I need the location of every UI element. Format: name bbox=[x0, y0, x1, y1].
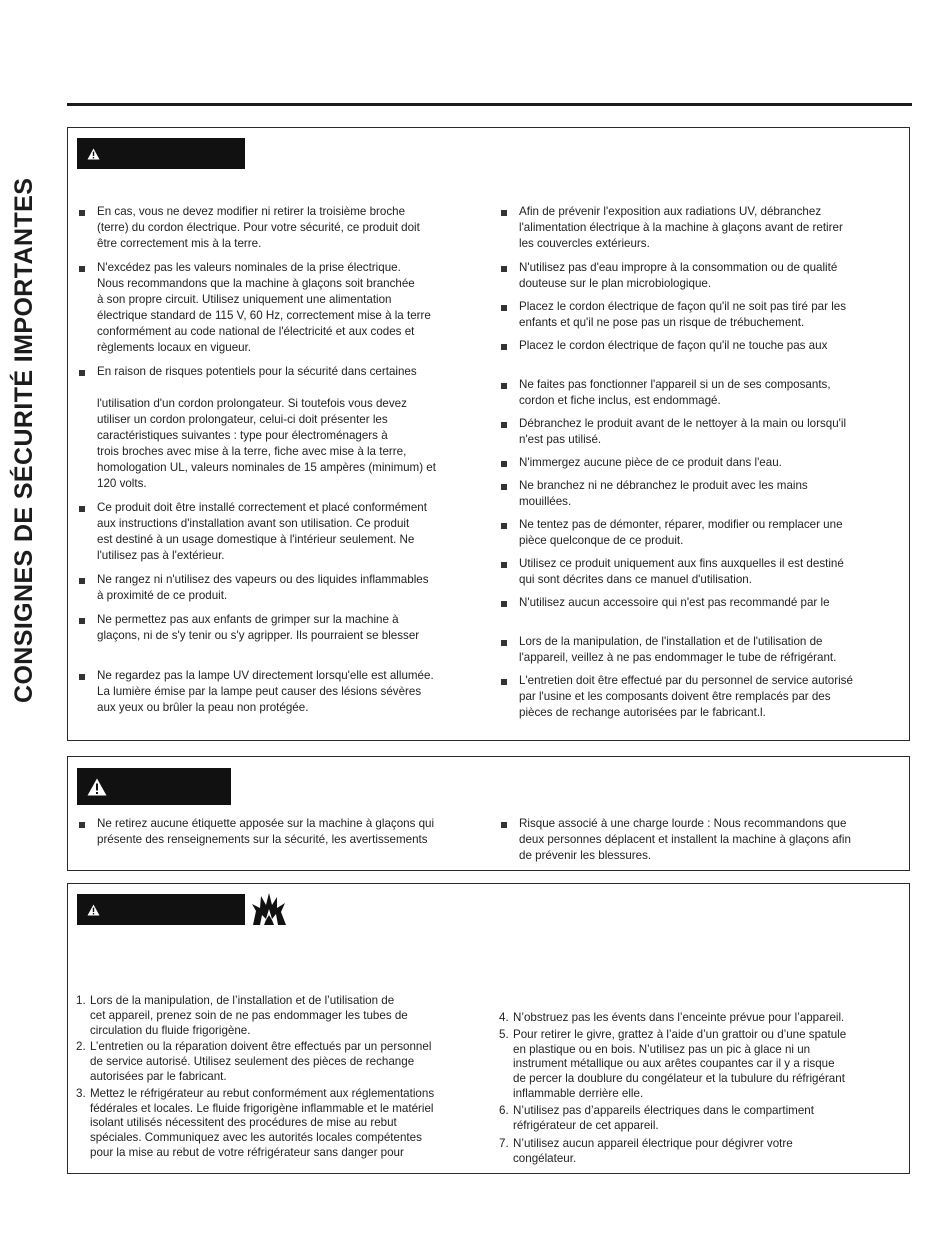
explosion-fire-icon bbox=[251, 892, 287, 926]
list-item: Placez le cordon électrique de façon qu'il ne touche pas aux bbox=[499, 338, 899, 354]
side-title: CONSIGNES DE SÉCURITÉ IMPORTANTES bbox=[10, 177, 38, 703]
numbered-item: 2. L’entretien ou la réparation doivent être effectués par un personnel de service autorisé. Utilisez seulement des pièces de rechange autorisées par le fabricant. bbox=[76, 1040, 432, 1083]
numbered-item: 1. Lors de la manipulation, de l’installation et de l’utilisation de cet appareil, prenez soin de ne pas endommager les tubes de circulation du fluide frigorigène. bbox=[76, 994, 408, 1037]
safety-box-caution bbox=[67, 756, 910, 871]
safety-box-general bbox=[67, 127, 910, 741]
warning-label-bar bbox=[77, 894, 245, 925]
list-item: Ne tentez pas de démonter, réparer, modifier ou remplacer une pièce quelconque de ce produit. bbox=[499, 517, 899, 549]
list-item: Ne permettez pas aux enfants de grimper sur la machine à glaçons, ni de s'y tenir ou s'y agripper. Ils pourraient se blesser bbox=[77, 612, 485, 644]
warning-triangle-icon bbox=[87, 904, 100, 916]
numbered-item: 3. Mettez le réfrigérateur au rebut conformément aux réglementations fédérales et locales. Le fluide frigorigène inflammable et le matériel isolant utilisés nécessitent des procédures de mise au rebut spéciales. Communiquez avec les autorités locales compétentes pour la mise au rebut de votre réfrigérateur sans danger pour bbox=[76, 1086, 435, 1159]
box1-right-column bbox=[499, 204, 899, 721]
list-item: Utilisez ce produit uniquement aux fins auxquelles il est destiné qui sont décrites dans ce manuel d'utilisation. bbox=[499, 556, 899, 588]
list-item: N'immergez aucune pièce de ce produit dans l'eau. bbox=[499, 455, 899, 471]
box3-left-column bbox=[76, 994, 486, 1161]
list-item: Ne regardez pas la lampe UV directement lorsqu'elle est allumée. La lumière émise par la lampe peut causer des lésions sévères aux yeux ou brûler la peau non protégée. bbox=[77, 668, 485, 716]
list-item: Ne faites pas fonctionner l'appareil si un de ses composants, cordon et fiche inclus, est endommagé. bbox=[499, 377, 899, 409]
top-rule bbox=[67, 103, 912, 106]
box1-left-column bbox=[77, 204, 485, 716]
list-item: En raison de risques potentiels pour la sécurité dans certaines l'utilisation d'un cordon prolongateur. Si toutefois vous devez utiliser un cordon prolongateur, celui-ci doit présenter les caractéristiques suivantes : type pour électroménagers à trois broches avec mise à la terre, fiche avec mise à la terre, homologation UL, valeurs nominales de 15 ampères (minimum) et 120 volts. bbox=[77, 364, 485, 492]
box3-right-column bbox=[499, 1011, 899, 1167]
list-item: Afin de prévenir l'exposition aux radiations UV, débranchez l'alimentation électrique à la machine à glaçons avant de retirer les couvercles extérieurs. bbox=[499, 204, 899, 252]
warning-triangle-icon bbox=[87, 778, 107, 796]
box2-left-column bbox=[77, 816, 485, 848]
list-item: L'entretien doit être effectué par du personnel de service autorisé par l'usine et les composants doivent être remplacés par des pièces de rechange autorisées par le fabricant.l. bbox=[499, 673, 899, 721]
list-item: Débranchez le produit avant de le nettoyer à la main ou lorsqu'il n'est pas utilisé. bbox=[499, 416, 899, 448]
list-item: Ne branchez ni ne débranchez le produit avec les mains mouillées. bbox=[499, 478, 899, 510]
list-item: N'utilisez pas d'eau impropre à la consommation ou de qualité douteuse sur le plan microbiologique. bbox=[499, 260, 899, 292]
list-item: N'utilisez aucun accessoire qui n'est pas recommandé par le bbox=[499, 595, 899, 611]
list-item: Placez le cordon électrique de façon qu'il ne soit pas tiré par les enfants et qu'il ne pose pas un risque de trébuchement. bbox=[499, 299, 899, 331]
box2-right-column bbox=[499, 816, 899, 864]
numbered-item: 6. N’utilisez pas d’appareils électriques dans le compartiment réfrigérateur de cet appareil. bbox=[499, 1103, 814, 1132]
numbered-item: 4. N’obstruez pas les évents dans l’enceinte prévue pour l’appareil. bbox=[499, 1011, 845, 1024]
safety-box-flammable bbox=[67, 883, 910, 1174]
list-item: Risque associé à une charge lourde : Nous recommandons que deux personnes déplacent et installent la machine à glaçons afin de prévenir les blessures. bbox=[499, 816, 899, 864]
warning-label-bar bbox=[77, 138, 245, 169]
numbered-item: 5. Pour retirer le givre, grattez à l’aide d’un grattoir ou d’une spatule en plastique ou en bois. N’utilisez pas un pic à glace ni un instrument métallique ou aux arêtes coupantes car il y a risque de percer la doublure du congélateur et la tubulure du réfrigérant inflammable derrière elle. bbox=[499, 1027, 847, 1100]
list-item: N'excédez pas les valeurs nominales de la prise électrique. Nous recommandons que la machine à glaçons soit branchée à son propre circuit. Utilisez uniquement une alimentation électrique standard de 115 V, 60 Hz, correctement mise à la terre conformément au code national de l'électricité et aux codes et règlements locaux en vigueur. bbox=[77, 260, 485, 356]
list-item: Ne rangez ni n'utilisez des vapeurs ou des liquides inflammables à proximité de ce produit. bbox=[77, 572, 485, 604]
caution-label-bar bbox=[77, 768, 231, 805]
list-item: Ne retirez aucune étiquette apposée sur la machine à glaçons qui présente des renseignements sur la sécurité, les avertissements bbox=[77, 816, 485, 848]
list-item: Ce produit doit être installé correctement et placé conformément aux instructions d'installation avant son utilisation. Ce produit est destiné à un usage domestique à l'intérieur seulement. Ne l'utilisez pas à l'extérieur. bbox=[77, 500, 485, 564]
warning-triangle-icon bbox=[87, 148, 100, 160]
list-item: En cas, vous ne devez modifier ni retirer la troisième broche (terre) du cordon électrique. Pour votre sécurité, ce produit doit être correctement mis à la terre. bbox=[77, 204, 485, 252]
numbered-item: 7. N’utilisez aucun appareil électrique pour dégivrer votre congélateur. bbox=[499, 1137, 793, 1166]
list-item: Lors de la manipulation, de l'installation et de l'utilisation de l'appareil, veillez à ne pas endommager le tube de réfrigérant. bbox=[499, 634, 899, 666]
